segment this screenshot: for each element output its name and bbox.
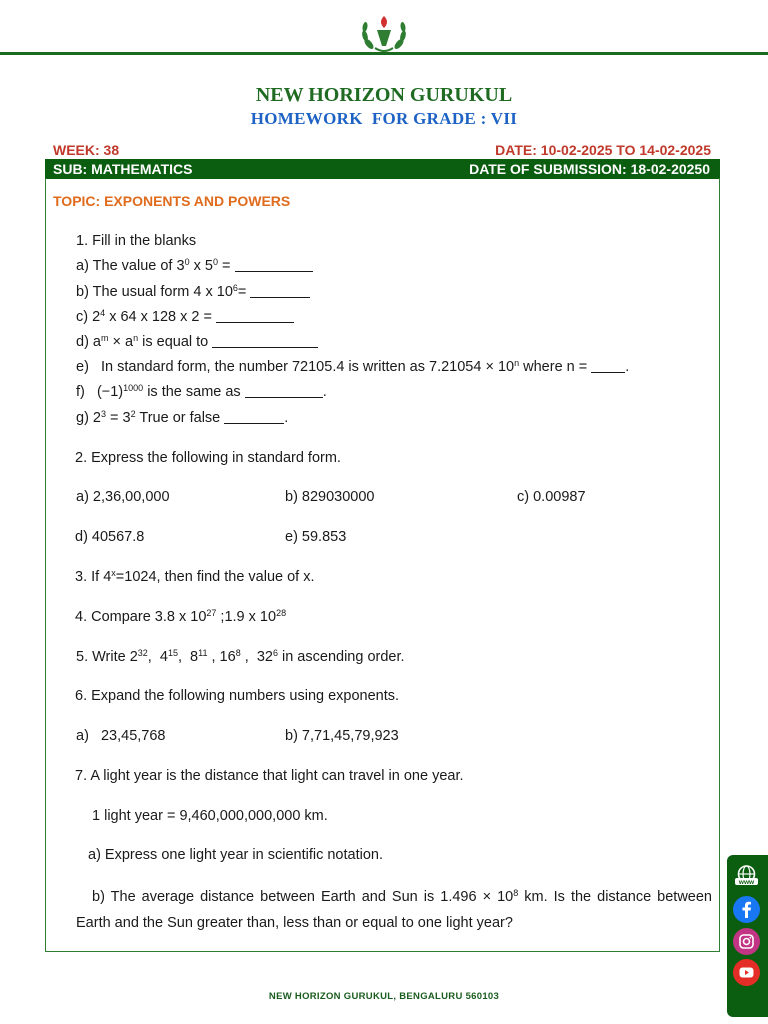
q2-item-d: d) 40567.8: [75, 529, 145, 545]
q4: 4. Compare 3.8 x $10^{27}$ ;1.9 x $10^{28}$: [75, 608, 287, 625]
q7-item-b: b) The average distance between Earth and Sun is $1.496 \times 10^8$ km. Is the distance between Earth and the Sun greater than, less than or equal to one light year?: [76, 888, 712, 931]
q7-title: 7. A light year is the distance that light can travel in one year.: [75, 768, 464, 784]
q2-item-e: e) 59.853: [285, 529, 347, 545]
q3: 3. If $4^x=1024$, then find the value of x.: [75, 568, 315, 585]
q1-item-f: f) $(-1)^{1000}$ is the same as .: [76, 383, 327, 400]
youtube-icon[interactable]: [733, 959, 760, 986]
q2-item-b: b) 829030000: [285, 489, 375, 505]
footer-address: NEW HORIZON GURUKUL, BENGALURU 560103: [268, 991, 500, 1002]
q6-item-a: a) 23,45,768: [76, 728, 166, 744]
q2-item-a: a) 2,36,00,000: [76, 489, 170, 505]
school-logo-icon: [357, 12, 411, 54]
facebook-icon[interactable]: [733, 896, 760, 923]
answer-blank[interactable]: [235, 259, 313, 272]
q5: 5. Write $2^{32}$, $4^{15}$, $8^{11}$ , $16^8$ , $32^6$ in ascending order.: [76, 648, 405, 665]
answer-blank[interactable]: [212, 335, 318, 348]
q1-title: 1. Fill in the blanks: [76, 233, 197, 249]
school-name: NEW HORIZON GURUKUL: [255, 84, 513, 106]
homework-subtitle: HOMEWORK FOR GRADE : VII: [250, 109, 518, 128]
q2-item-c: c) 0.00987: [517, 489, 586, 505]
header-rule: [0, 52, 768, 55]
q1-item-d: d) $a^m \times a^n$ is equal to: [76, 334, 318, 350]
q1-item-a: a) The value of $3^0$ x $5^0$ =: [76, 258, 313, 274]
subject-bar: [45, 159, 720, 179]
q1-item-g: g) $2^3 = 3^2$ True or false .: [76, 409, 289, 426]
social-links-panel: [727, 855, 768, 1017]
submission-date: DATE OF SUBMISSION: 18-02-20250: [469, 161, 710, 177]
subject-label: SUB: MATHEMATICS: [53, 161, 193, 177]
q6-title: 6. Expand the following numbers using exponents.: [75, 688, 400, 704]
week-label: WEEK: 38: [53, 142, 120, 158]
q1-item-c: c) $2^4$ x 64 x 128 x 2 =: [76, 309, 294, 325]
topic-heading: TOPIC: EXPONENTS AND POWERS: [53, 193, 291, 209]
q2-title: 2. Express the following in standard form.: [75, 450, 341, 466]
answer-blank[interactable]: [224, 411, 284, 424]
instagram-icon[interactable]: [733, 928, 760, 955]
q1-item-b: b) The usual form 4 x $10^6=$: [76, 284, 310, 300]
answer-blank[interactable]: [250, 285, 310, 298]
svg-text:www: www: [738, 879, 755, 886]
q1-item-e: e) In standard form, the number 72105.4 is written as $7.21054 \times 10^n$ where n = .: [76, 358, 630, 375]
date-range: DATE: 10-02-2025 TO 14-02-2025: [495, 142, 711, 158]
answer-blank[interactable]: [216, 310, 294, 323]
answer-blank[interactable]: [591, 360, 625, 373]
q7-fact: 1 light year = 9,460,000,000,000 km.: [92, 808, 328, 824]
q6-item-b: b) 7,71,45,79,923: [285, 728, 399, 744]
website-icon[interactable]: [733, 863, 760, 890]
q7-item-a: a) Express one light year in scientific notation.: [88, 847, 383, 863]
answer-blank[interactable]: [245, 385, 323, 398]
